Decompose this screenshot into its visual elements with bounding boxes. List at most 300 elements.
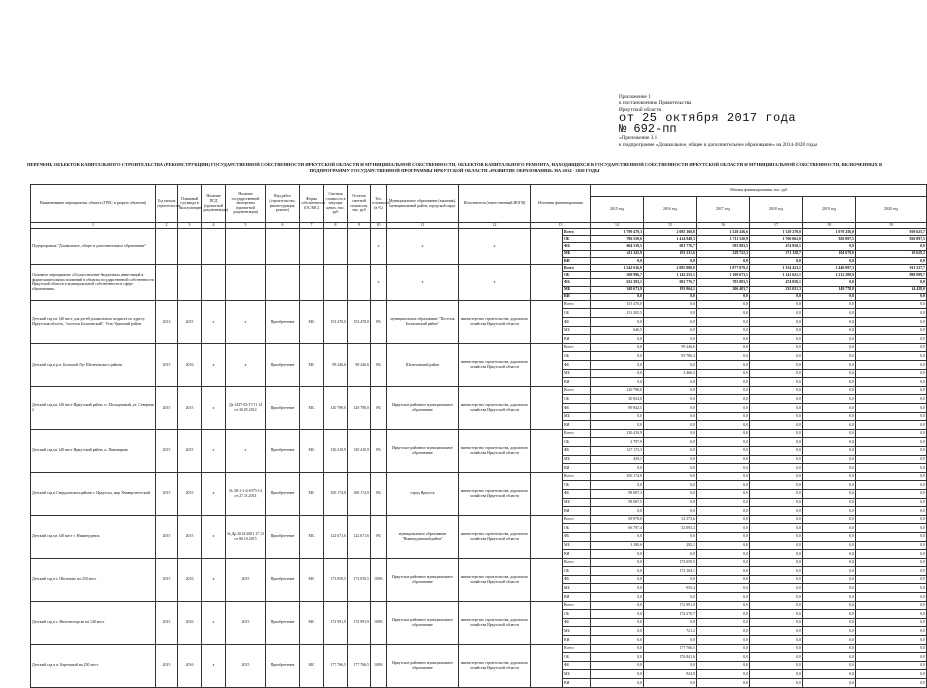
funding-value: 0,0 — [750, 429, 803, 438]
funding-value: 0,0 — [591, 584, 644, 593]
funding-value: 0,0 — [591, 318, 644, 327]
funding-value: 604 539,5 — [591, 243, 644, 250]
funding-value: 0,0 — [856, 558, 927, 567]
plan-year: 2015 — [178, 472, 202, 515]
remaining-cost: 100 174,8 — [348, 472, 371, 515]
plan-year: 2016 — [178, 601, 202, 644]
funding-value: 0,0 — [750, 326, 803, 335]
appendix-line-5: к подпрограмме «Дошкольное, общее и дополнительное образование» на 2014-2020 годы — [619, 141, 817, 148]
funding-source: ОБ — [563, 610, 591, 619]
funding-value: 0,0 — [644, 300, 697, 309]
plan-year: 2016 — [178, 343, 202, 386]
funding-value: 0,0 — [697, 472, 750, 481]
funding-value: 920 897,5 — [856, 236, 927, 243]
funding-value: 0,0 — [697, 567, 750, 576]
funding-value: 52 093,3 — [644, 524, 697, 533]
readiness: 0% — [371, 343, 387, 386]
readiness: 0% — [371, 472, 387, 515]
funding-source: Всего — [563, 472, 591, 481]
header-ownership: Форма собственности (ОС/МС) — [300, 185, 324, 223]
funding-value: 0,0 — [750, 653, 803, 662]
funding-value: 0,0 — [856, 567, 927, 576]
funding-value: 0,0 — [803, 593, 856, 602]
funding-source: МБ — [563, 286, 591, 293]
funding-source-blank — [531, 472, 563, 515]
funding-value: 0,0 — [644, 386, 697, 395]
funding-source: ОБ — [563, 653, 591, 662]
funding-value: 0,0 — [750, 335, 803, 344]
funding-value: 1 141 621,1 — [750, 272, 803, 279]
funding-source-blank — [531, 429, 563, 472]
funding-value: 0,0 — [803, 429, 856, 438]
funding-value: 0,0 — [803, 481, 856, 490]
funding-value: 0,0 — [856, 455, 927, 464]
header-column-number: 16 — [697, 223, 750, 229]
funding-value: 176 841,6 — [644, 653, 697, 662]
funding-value: 0,0 — [803, 610, 856, 619]
funding-value: 0,0 — [803, 498, 856, 507]
funding-value: 0,0 — [803, 507, 856, 516]
funding-value: 0,0 — [697, 601, 750, 610]
estimate-cost: 99 246,6 — [324, 343, 348, 386]
funding-value: 0,0 — [697, 670, 750, 679]
funding-value: 0,0 — [644, 679, 697, 688]
funding-source: МБ — [563, 541, 591, 550]
executor: х — [459, 229, 531, 265]
psd-status: х — [202, 644, 226, 687]
funding-source: Всего — [563, 229, 591, 236]
remaining-cost — [348, 229, 371, 265]
funding-value: 0,0 — [856, 507, 927, 516]
funding-source: ФБ — [563, 661, 591, 670]
funding-value: 0,0 — [750, 352, 803, 361]
funding-value: 439,1 — [591, 455, 644, 464]
funding-value: 0,0 — [644, 257, 697, 264]
work-type: Приобретение — [266, 644, 300, 687]
funding-value: 0,0 — [750, 593, 803, 602]
funding-value: 1 877 079,2 — [697, 264, 750, 271]
funding-value: 0,0 — [856, 584, 927, 593]
funding-value: 172 270,7 — [644, 610, 697, 619]
funding-value: 0,0 — [750, 300, 803, 309]
funding-value: 0,0 — [644, 438, 697, 447]
funding-value: 0,0 — [750, 679, 803, 688]
funding-value: 120 790,0 — [591, 386, 644, 395]
ownership-form: МС — [300, 644, 324, 687]
objects-table — [30, 184, 927, 688]
readiness: 100% — [371, 601, 387, 644]
funding-value: 0,0 — [856, 489, 927, 498]
funding-value: 0,0 — [856, 404, 927, 413]
plan-year — [178, 264, 202, 300]
funding-value: 0,0 — [591, 550, 644, 559]
funding-value: 0,0 — [856, 438, 927, 447]
funding-value: 0,0 — [644, 575, 697, 584]
funding-value: 0,0 — [803, 532, 856, 541]
plan-year: 2015 — [178, 386, 202, 429]
funding-value: 371 128,7 — [750, 250, 803, 257]
funding-value: 0,0 — [697, 593, 750, 602]
object-name: Детский сад на 140 мест для детей дошкольного возраста по адресу: Иркутская область, "поселок Балаганский", Усть-Удинский район — [31, 300, 156, 343]
funding-value: 691 776,7 — [644, 279, 697, 286]
funding-value: 0,0 — [803, 378, 856, 387]
funding-value: 127 173,3 — [591, 446, 644, 455]
executor: министерство строительства, дорожного хозяйства Иркутской области — [459, 558, 531, 601]
funding-value: 0,0 — [856, 679, 927, 688]
header-column-number: 3 — [178, 223, 202, 229]
funding-value: 0,0 — [750, 550, 803, 559]
funding-source: ВИ — [563, 550, 591, 559]
table-body — [31, 229, 927, 688]
funding-value: 0,0 — [803, 335, 856, 344]
executor: министерство строительства, дорожного хозяйства Иркутской области — [459, 300, 531, 343]
funding-value: 0,0 — [750, 507, 803, 516]
funding-value: 0,0 — [856, 601, 927, 610]
header-name: Наименование мероприятия, объекта (ГРБС в разрезе объектов) — [31, 185, 156, 223]
funding-value: 0,0 — [750, 421, 803, 430]
funding-value: 1 212 288,9 — [803, 272, 856, 279]
funding-source: МБ — [563, 326, 591, 335]
funding-value: 1 142 255,1 — [644, 272, 697, 279]
funding-value: 0,0 — [803, 679, 856, 688]
funding-value: 1 706 062,0 — [750, 236, 803, 243]
funding-value: 173 059,5 — [644, 558, 697, 567]
funding-value: 0,0 — [803, 386, 856, 395]
header-year: 2020 год — [856, 197, 927, 223]
funding-value: 130 410,9 — [591, 429, 644, 438]
header-column-number: 9 — [348, 223, 371, 229]
funding-value: 0,0 — [697, 679, 750, 688]
psd-status: х — [202, 472, 226, 515]
estimate-cost: 153 470,0 — [324, 300, 348, 343]
funding-value: 0,0 — [856, 395, 927, 404]
funding-source: ВИ — [563, 464, 591, 473]
funding-value: 99 246,6 — [644, 343, 697, 352]
readiness: 100% — [371, 558, 387, 601]
appendix-line-1: Приложение 1 — [619, 94, 651, 100]
municipality: город Иркутск — [387, 472, 459, 515]
funding-value: 1 354 423,1 — [750, 264, 803, 271]
municipality: Иркутское районное муниципальное образование — [387, 644, 459, 687]
start-year: 2015 — [156, 515, 178, 558]
funding-value: 0,0 — [644, 593, 697, 602]
funding-value: 89 842,5 — [591, 404, 644, 413]
funding-value: 0,0 — [856, 326, 927, 335]
funding-value: 0,0 — [697, 558, 750, 567]
funding-value: 95 780,3 — [644, 352, 697, 361]
funding-value: 0,0 — [856, 481, 927, 490]
appendix-date: от 25 октября 2017 года — [619, 111, 797, 126]
appendix-line-4: «Приложение 3.1 — [619, 135, 658, 142]
header-source: Источник финансирования — [531, 185, 591, 223]
funding-value: 0,0 — [803, 279, 856, 286]
funding-value: 0,0 — [803, 309, 856, 318]
table-row — [31, 558, 927, 567]
funding-value: 0,0 — [697, 257, 750, 264]
funding-source-blank — [531, 343, 563, 386]
funding-value: 0,0 — [856, 464, 927, 473]
funding-source-blank — [531, 515, 563, 558]
funding-value: 0,0 — [644, 636, 697, 645]
municipality: Иркутское районное муниципальное образование — [387, 386, 459, 429]
header-column-number: 8 — [324, 223, 348, 229]
funding-value: 0,0 — [697, 575, 750, 584]
psd-status — [202, 229, 226, 265]
funding-value: 0,0 — [803, 361, 856, 370]
funding-value: 0,0 — [697, 318, 750, 327]
psd-status: х — [202, 429, 226, 472]
funding-value: 0,0 — [591, 378, 644, 387]
funding-value: 1 711 520,9 — [697, 236, 750, 243]
funding-value: 911 337,7 — [856, 264, 927, 271]
funding-value: 0,0 — [591, 481, 644, 490]
funding-value: 898 899,7 — [856, 272, 927, 279]
funding-value: 0,0 — [856, 627, 927, 636]
funding-value: 0,0 — [856, 593, 927, 602]
funding-value: 0,0 — [750, 618, 803, 627]
expertise-status: № Др 2014-2601 17 13 от 06.10.2015 — [226, 515, 266, 558]
funding-value: 0,0 — [856, 636, 927, 645]
expertise-status: Да 1437-05/17/11 14 от 30.05.2014 — [226, 386, 266, 429]
funding-value: 0,0 — [803, 300, 856, 309]
funding-value: 0,0 — [644, 378, 697, 387]
expertise-status: 2015 — [226, 601, 266, 644]
header-plan-year: Плановый год ввода в эксплуатацию — [178, 185, 202, 223]
funding-source: Всего — [563, 429, 591, 438]
remaining-cost: 172 991,9 — [348, 601, 371, 644]
funding-value: 0,0 — [697, 326, 750, 335]
funding-value: 411 245,9 — [591, 250, 644, 257]
funding-source-blank — [531, 601, 563, 644]
funding-value: 0,0 — [856, 610, 927, 619]
funding-value: 98 087,3 — [591, 489, 644, 498]
funding-value: 0,0 — [856, 515, 927, 524]
funding-source: ВИ — [563, 293, 591, 300]
funding-value: 0,0 — [644, 507, 697, 516]
funding-value: 66 797,4 — [591, 524, 644, 533]
funding-source: ОБ — [563, 352, 591, 361]
funding-value: 1 528 436,6 — [697, 229, 750, 236]
funding-value: 0,0 — [697, 618, 750, 627]
funding-value: 0,0 — [591, 593, 644, 602]
object-name: Основное мероприятие «Осуществление бюджетных инвестиций в форме капитальных вложений в объекты государственной собственности Иркутской области и муниципальной собственности в сфере образования» — [31, 264, 156, 300]
funding-value: 0,0 — [750, 404, 803, 413]
appendix-number: № 692-пп — [619, 122, 677, 137]
funding-source: Всего — [563, 601, 591, 610]
work-type: Приобретение — [266, 515, 300, 558]
funding-value: 0,0 — [591, 361, 644, 370]
funding-value: 0,0 — [644, 455, 697, 464]
header-year: 2015 год — [591, 197, 644, 223]
funding-source: ФБ — [563, 575, 591, 584]
object-name: Детский сад в г. Шелехово на 250 мест — [31, 558, 156, 601]
remaining-cost: 153 470,0 — [348, 300, 371, 343]
funding-value: 0,0 — [750, 386, 803, 395]
ownership-form: МС — [300, 601, 324, 644]
funding-value: 0,0 — [750, 524, 803, 533]
funding-value: 0,0 — [644, 550, 697, 559]
funding-value: 0,0 — [803, 515, 856, 524]
funding-source-blank — [531, 264, 563, 300]
funding-value: 0,0 — [644, 361, 697, 370]
funding-value: 0,0 — [697, 455, 750, 464]
funding-source: ВИ — [563, 593, 591, 602]
funding-value: 0,0 — [750, 293, 803, 300]
funding-value: 0,0 — [697, 293, 750, 300]
funding-value: 0,0 — [591, 343, 644, 352]
funding-value: 0,0 — [803, 550, 856, 559]
ownership-form: МС — [300, 515, 324, 558]
funding-value: 0,0 — [856, 550, 927, 559]
funding-value: 193 231,6 — [644, 250, 697, 257]
funding-value: 0,0 — [591, 464, 644, 473]
readiness: х — [371, 264, 387, 300]
funding-value: 0,0 — [644, 326, 697, 335]
funding-value: 0,0 — [803, 352, 856, 361]
object-name: Детский сад на 140 мест Иркутский район, п. Пивоварово — [31, 429, 156, 472]
funding-value: 0,0 — [697, 584, 750, 593]
funding-value: 0,0 — [644, 532, 697, 541]
funding-value: 0,0 — [644, 464, 697, 473]
funding-value: 172 991,9 — [644, 601, 697, 610]
funding-value: 0,0 — [697, 464, 750, 473]
funding-value: 593 883,5 — [697, 243, 750, 250]
funding-value: 0,0 — [697, 335, 750, 344]
funding-source: ФБ — [563, 618, 591, 627]
psd-status — [202, 264, 226, 300]
funding-value: 0,0 — [750, 378, 803, 387]
funding-source: ОБ — [563, 567, 591, 576]
executor: министерство строительства, дорожного хозяйства Иркутской области — [459, 429, 531, 472]
funding-value: 235 021,3 — [750, 286, 803, 293]
funding-value: 0,0 — [803, 601, 856, 610]
funding-value: 0,0 — [591, 507, 644, 516]
funding-value: 0,0 — [750, 481, 803, 490]
estimate-cost — [324, 229, 348, 265]
estimate-cost: 120 790,0 — [324, 386, 348, 429]
start-year: 2015 — [156, 386, 178, 429]
funding-value: 0,0 — [856, 421, 927, 430]
work-type: Приобретение — [266, 472, 300, 515]
start-year: 2015 — [156, 429, 178, 472]
funding-value: 0,0 — [803, 524, 856, 533]
header-year: 2019 год — [803, 197, 856, 223]
funding-value: 0,0 — [644, 661, 697, 670]
executor: министерство строительства, дорожного хозяйства Иркутской области — [459, 515, 531, 558]
funding-value: 1 414 948,3 — [644, 236, 697, 243]
funding-value: 0,0 — [803, 243, 856, 250]
funding-value: 0,0 — [644, 481, 697, 490]
start-year — [156, 264, 178, 300]
funding-value: 0,0 — [856, 369, 927, 378]
funding-value: 0,0 — [644, 293, 697, 300]
municipality: муниципальное образование "Поселок Балаганский район" — [387, 300, 459, 343]
funding-value: 292,1 — [644, 541, 697, 550]
start-year: 2015 — [156, 472, 178, 515]
funding-source: ВИ — [563, 335, 591, 344]
readiness: 0% — [371, 515, 387, 558]
ownership-form: МС — [300, 472, 324, 515]
funding-value: 0,0 — [750, 395, 803, 404]
table-row — [31, 515, 927, 524]
plan-year — [178, 229, 202, 265]
funding-value: 0,0 — [697, 653, 750, 662]
expertise-status — [226, 229, 266, 265]
funding-value: 0,0 — [644, 472, 697, 481]
municipality: Иркутское районное муниципальное образование — [387, 429, 459, 472]
funding-value: 0,0 — [856, 300, 927, 309]
municipality: Шелеховский район — [387, 343, 459, 386]
funding-value: 0,0 — [697, 532, 750, 541]
work-type: Приобретение — [266, 601, 300, 644]
funding-value: 0,0 — [803, 395, 856, 404]
funding-source: МБ — [563, 584, 591, 593]
funding-value: 0,0 — [697, 661, 750, 670]
funding-value: 0,0 — [697, 489, 750, 498]
funding-value: 0,0 — [697, 352, 750, 361]
object-name: Детский сад в п. Березовый на 250 мест — [31, 644, 156, 687]
funding-source: ФБ — [563, 446, 591, 455]
funding-value: 0,0 — [803, 653, 856, 662]
funding-value: 646,5 — [591, 326, 644, 335]
funding-value: 0,0 — [591, 293, 644, 300]
funding-value: 0,0 — [750, 661, 803, 670]
header-municipality: Муниципальное образование (заказчик), муниципальный район, городской округ — [387, 185, 459, 223]
header-estimate: Сметная стоимость в текущих ценах, тыс. руб — [324, 185, 348, 223]
ownership-form: МС — [300, 558, 324, 601]
funding-source: ФБ — [563, 279, 591, 286]
header-column-number: 7 — [300, 223, 324, 229]
funding-value: 0,0 — [856, 498, 927, 507]
funding-value: 0,0 — [644, 309, 697, 318]
executor: министерство строительства, дорожного хозяйства Иркутской области — [459, 601, 531, 644]
funding-value: 0,0 — [856, 257, 927, 264]
readiness: 0% — [371, 386, 387, 429]
funding-value: 0,0 — [803, 438, 856, 447]
funding-value: 939 625,7 — [856, 229, 927, 236]
funding-source: ВИ — [563, 679, 591, 688]
estimate-cost — [324, 264, 348, 300]
remaining-cost: 130 410,9 — [348, 429, 371, 472]
funding-source-blank — [531, 386, 563, 429]
funding-value: 0,0 — [591, 679, 644, 688]
funding-value: 0,0 — [591, 627, 644, 636]
funding-source: Всего — [563, 343, 591, 352]
funding-value: 0,0 — [644, 412, 697, 421]
funding-value: 0,0 — [856, 318, 927, 327]
header-year: 2017 год — [697, 197, 750, 223]
funding-value: 151 205,5 — [591, 309, 644, 318]
funding-value: 0,0 — [856, 446, 927, 455]
funding-value: 0,0 — [856, 361, 927, 370]
funding-value: 0,0 — [697, 421, 750, 430]
header-column-number: 1 — [31, 223, 156, 229]
ownership-form — [300, 264, 324, 300]
work-type: Приобретение — [266, 558, 300, 601]
funding-source: МБ — [563, 498, 591, 507]
funding-value: 920 897,5 — [803, 236, 856, 243]
ownership-form: МС — [300, 386, 324, 429]
funding-value: 786 550,6 — [591, 236, 644, 243]
funding-value: 0,0 — [856, 335, 927, 344]
funding-value: 0,0 — [750, 498, 803, 507]
remaining-cost: 120 790,0 — [348, 386, 371, 429]
funding-value: 0,0 — [856, 661, 927, 670]
start-year: 2015 — [156, 644, 178, 687]
funding-value: 0,0 — [750, 610, 803, 619]
funding-value: 0,0 — [644, 421, 697, 430]
funding-value: 0,0 — [750, 567, 803, 576]
